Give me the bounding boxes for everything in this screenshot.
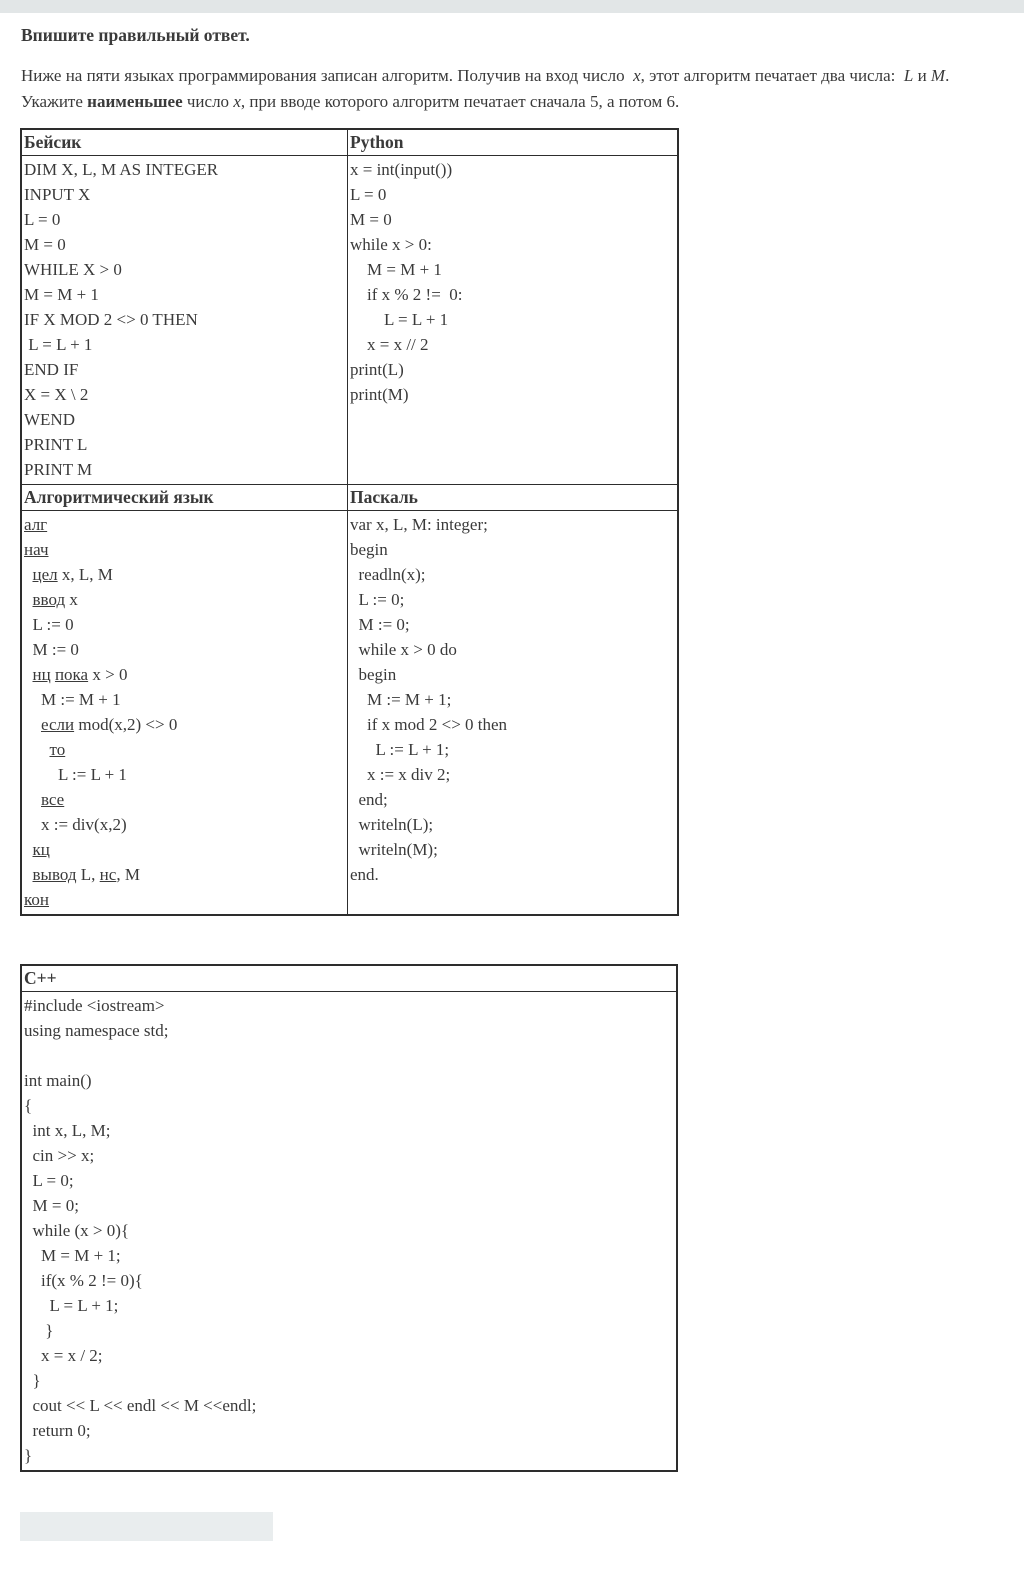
code-line: } <box>24 1371 41 1390</box>
code-python <box>348 156 679 485</box>
code-line: x = x // 2 <box>350 335 429 354</box>
code-line: L := 0; <box>350 590 405 609</box>
code-line: int main() <box>24 1071 92 1090</box>
paragraph-line: Ниже на пяти языках программирования записан алгоритм. Получив на вход число x, этот алгоритм печатает два числа: L и M. <box>21 66 950 85</box>
code-line: WEND <box>24 410 75 429</box>
code-line: while (x > 0){ <box>24 1221 130 1240</box>
code-line: IF X MOD 2 <> 0 THEN <box>24 310 198 329</box>
code-line: while x > 0: <box>350 235 432 254</box>
code-line: } <box>24 1446 33 1465</box>
code-line: X = X \ 2 <box>24 385 89 404</box>
code-line: то <box>49 740 66 759</box>
code-line: END IF <box>24 360 79 379</box>
code-line: L := L + 1 <box>24 765 127 784</box>
table-row <box>21 511 678 916</box>
code-line: L = 0 <box>24 210 61 229</box>
table-row <box>21 129 678 156</box>
code-line: M = M + 1 <box>24 285 99 304</box>
code-line: using namespace std; <box>24 1021 169 1040</box>
code-line <box>24 1043 674 1068</box>
language-header-basic: Бейсик <box>21 129 348 156</box>
code-line: цел x, L, M <box>32 565 113 584</box>
table-row <box>21 485 678 511</box>
language-header-cpp: C++ <box>21 965 677 992</box>
code-line: все <box>41 790 65 809</box>
code-line: cin >> x; <box>24 1146 95 1165</box>
code-line: L := 0 <box>24 615 74 634</box>
code-line: M = M + 1 <box>350 260 442 279</box>
code-line: var x, L, M: integer; <box>350 515 488 534</box>
code-line: M := M + 1; <box>350 690 452 709</box>
code-line: int x, L, M; <box>24 1121 111 1140</box>
code-line: return 0; <box>24 1421 91 1440</box>
code-line: writeln(L); <box>350 815 434 834</box>
code-line: begin <box>350 665 397 684</box>
code-line: нц пока x > 0 <box>32 665 128 684</box>
code-line: вывод L, нс, M <box>32 865 140 884</box>
code-line: если mod(x,2) <> 0 <box>41 715 178 734</box>
code-line: M = 0 <box>350 210 392 229</box>
top-divider-bar <box>0 0 1024 13</box>
code-line: L = 0 <box>350 185 387 204</box>
question-prompt: Впишите правильный ответ. <box>21 25 250 45</box>
language-header-algorithmic: Алгоритмический язык <box>21 485 348 511</box>
code-algorithmic <box>21 511 348 916</box>
code-line: } <box>24 1321 54 1340</box>
code-line: нач <box>24 540 49 559</box>
code-line: PRINT M <box>24 460 93 479</box>
code-line: readln(x); <box>350 565 426 584</box>
table-row <box>21 156 678 485</box>
code-line: end; <box>350 790 388 809</box>
code-line: x = int(input()) <box>350 160 453 179</box>
code-line: WHILE X > 0 <box>24 260 122 279</box>
task-description <box>21 63 1024 115</box>
code-line: L = L + 1; <box>24 1296 119 1315</box>
code-line: #include <iostream> <box>24 996 165 1015</box>
code-line: L = L + 1 <box>350 310 449 329</box>
code-line: PRINT L <box>24 435 88 454</box>
language-header-pascal: Паскаль <box>348 485 679 511</box>
code-line: print(L) <box>350 360 404 379</box>
code-line: DIM X, L, M AS INTEGER <box>24 160 219 179</box>
code-line: M := M + 1 <box>24 690 121 709</box>
code-line: writeln(M); <box>350 840 438 859</box>
code-line: кон <box>24 890 49 909</box>
table-row <box>21 992 677 1472</box>
code-line: print(M) <box>350 385 409 404</box>
code-line: x := x div 2; <box>350 765 451 784</box>
code-pascal <box>348 511 679 916</box>
code-line: while x > 0 do <box>350 640 457 659</box>
code-line: cout << L << endl << M <<endl; <box>24 1396 257 1415</box>
code-line: ввод x <box>32 590 78 609</box>
code-line: L = 0; <box>24 1171 74 1190</box>
code-line: begin <box>350 540 388 559</box>
code-line: M = 0; <box>24 1196 79 1215</box>
answer-input[interactable] <box>20 1512 273 1541</box>
code-line: L = L + 1 <box>24 335 93 354</box>
code-line: if(x % 2 != 0){ <box>24 1271 143 1290</box>
code-line: L := L + 1; <box>350 740 450 759</box>
code-line: INPUT X <box>24 185 91 204</box>
code-cpp <box>21 992 677 1472</box>
code-line: end. <box>350 865 379 884</box>
code-line: M = M + 1; <box>24 1246 121 1265</box>
code-line: if x % 2 != 0: <box>350 285 463 304</box>
code-line: x := div(x,2) <box>24 815 127 834</box>
code-line: x = x / 2; <box>24 1346 103 1365</box>
code-line: M := 0; <box>350 615 410 634</box>
paragraph-line: Укажите наименьшее число x, при вводе которого алгоритм печатает сначала 5, а потом 6. <box>21 92 680 111</box>
code-basic <box>21 156 348 485</box>
code-line: M := 0 <box>24 640 79 659</box>
languages-table-top <box>20 128 679 916</box>
language-header-python: Python <box>348 129 679 156</box>
table-row <box>21 965 677 992</box>
code-line: кц <box>32 840 50 859</box>
code-line: { <box>24 1096 33 1115</box>
languages-table-cpp <box>20 964 678 1472</box>
code-line: M = 0 <box>24 235 66 254</box>
code-line: if x mod 2 <> 0 then <box>350 715 508 734</box>
code-line: алг <box>24 515 48 534</box>
